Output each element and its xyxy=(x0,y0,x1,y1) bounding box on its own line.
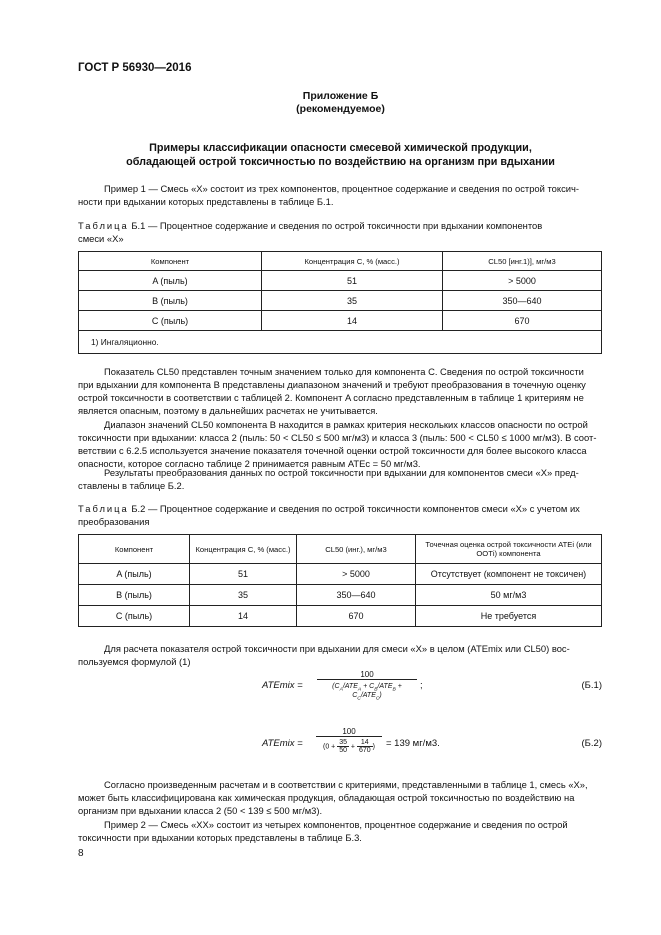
table-row xyxy=(79,291,602,311)
table-row xyxy=(79,606,602,627)
paragraph-5-line: организм при вдыхании класса 2 (50 < 139 ≤ 500 мг/м3). xyxy=(78,805,323,816)
formula-b1-lhs: ATEmix = xyxy=(262,680,303,691)
formula-b2-denominator: (0 + $\frac{35}{50}$ + $\frac{14}{670}$ ) xyxy=(322,739,375,754)
formula-b2-result: = 139 мг/м3. xyxy=(386,738,440,749)
heading-line-2: обладающей острой токсичностью по воздействию на организм при вдыхании xyxy=(126,156,555,168)
table-cell: B (пыль) xyxy=(79,585,190,606)
paragraph-1-line: является опасным, поэтому в дальнейших расчетах не учитывается. xyxy=(78,405,378,416)
table-2-header-ate: Точечная оценка острой токсичности ATEi (или ООТi) компонента xyxy=(416,535,602,564)
table-row xyxy=(79,271,602,291)
table-cell: 50 мг/м3 xyxy=(416,585,602,606)
paragraph-5 xyxy=(78,778,600,817)
page-number: 8 xyxy=(78,848,84,859)
paragraph-4-line: пользуемся формулой (1) xyxy=(78,656,191,667)
table-2-header-cl50: CL50 (инг.), мг/м3 xyxy=(297,535,416,564)
table-2-header-component: Компонент xyxy=(79,535,190,564)
table-cell: 670 xyxy=(297,606,416,627)
frac-num: 14 xyxy=(357,739,373,747)
table-cell: A (пыль) xyxy=(79,271,262,291)
annex-title: Приложение Б xyxy=(302,90,379,102)
table-cell: 14 xyxy=(262,311,443,331)
table-row xyxy=(79,564,602,585)
formula-b2-number: (Б.2) xyxy=(581,738,602,749)
table-cell: > 5000 xyxy=(297,564,416,585)
paragraph-1 xyxy=(78,365,600,417)
frac-den: 50 xyxy=(339,747,347,754)
table-1-caption xyxy=(78,219,600,245)
table-cell: 51 xyxy=(190,564,297,585)
paragraph-5-line: Согласно произведенным расчетам и в соответствии с критериями, представленными в таблице 1, смесь «X», xyxy=(104,779,588,790)
annex-kind: (рекомендуемое) xyxy=(296,103,385,115)
frac-num: 35 xyxy=(339,739,347,746)
table-cell: A (пыль) xyxy=(79,564,190,585)
paragraph-2 xyxy=(78,418,600,470)
table-cell: 35 xyxy=(190,585,297,606)
paragraph-2-line: ветствии с 6.2.5 используется значение показателя точечной оценки острой токсичности для более высокого класса xyxy=(78,445,587,456)
paragraph-3 xyxy=(78,466,600,492)
formula-b2 xyxy=(262,727,492,771)
table-1 xyxy=(78,251,602,354)
table-cell: 35 xyxy=(262,291,443,311)
example-2-line: Пример 2 — Смесь «XX» состоит из четырех компонентов, процентное содержание и сведения по острой xyxy=(104,819,568,830)
paragraph-4-line: Для расчета показателя острой токсичности при вдыхании для смеси «X» в целом (ATEmix или CL50) вос- xyxy=(104,643,570,654)
paragraph-1-line: острой токсичности в соответствии с таблицей 2. Компонент A согласно представленным в таблице 1 критериям не xyxy=(78,392,584,403)
example-1-line-1: Пример 1 — Смесь «X» состоит из трех компонентов, процентное содержание и сведения по острой токсич- xyxy=(104,183,580,194)
table-2 xyxy=(78,534,602,627)
formula-b2-numerator: 100 xyxy=(316,727,382,737)
formula-b1-numerator: 100 xyxy=(317,670,417,680)
paragraph-2-line: Диапазон значений CL50 компонента B находится в рамках критерия нескольких классов опасности по острой xyxy=(104,419,588,430)
table-1-footnote: 1) Ингаляционно. xyxy=(79,331,602,354)
table-cell: > 5000 xyxy=(443,271,602,291)
formula-b2-fraction xyxy=(316,727,382,754)
table-1-header-row xyxy=(79,252,602,271)
standard-header: ГОСТ Р 56930—2016 xyxy=(78,62,192,74)
table-cell: 51 xyxy=(262,271,443,291)
formula-b1 xyxy=(262,670,462,720)
table-row xyxy=(79,311,602,331)
table-2-caption-line-1: Б.2 — Процентное содержание и сведения по острой токсичности компонентов смеси «X» с учетом их xyxy=(128,503,580,514)
table-row xyxy=(79,585,602,606)
table-cell: C (пыль) xyxy=(79,311,262,331)
table-2-caption xyxy=(78,502,600,528)
table-1-caption-line-1: Б.1 — Процентное содержание и сведения по острой токсичности при вдыхании компонентов xyxy=(128,220,543,231)
table-2-caption-label: Таблица xyxy=(78,503,129,514)
table-cell: 350—640 xyxy=(443,291,602,311)
table-cell: Не требуется xyxy=(416,606,602,627)
table-1-header-cl50: CL50 [инг.1)], мг/м3 xyxy=(443,252,602,271)
table-1-footnote-row xyxy=(79,331,602,354)
table-1-caption-line-2: смеси «X» xyxy=(78,233,124,244)
example-2-line: токсичности при вдыхании которых представлены в таблице Б.3. xyxy=(78,832,362,843)
example-2 xyxy=(78,818,600,844)
formula-b1-punct: ; xyxy=(420,680,423,691)
table-1-header-concentration: Концентрация C, % (масс.) xyxy=(262,252,443,271)
formula-b2-lhs: ATEmix = xyxy=(262,738,303,749)
frac-den: 670 xyxy=(358,747,371,754)
table-cell: 350—640 xyxy=(297,585,416,606)
table-cell: 14 xyxy=(190,606,297,627)
table-1-caption-label: Таблица xyxy=(78,220,129,231)
formula-b1-denominator: $(C_A/ATE_A + C_B/ATE_B + C_C/ATE_C)$ xyxy=(332,683,402,702)
paragraph-1-line: Показатель CL50 представлен точным значением только для компонента C. Сведения по острой токсичности xyxy=(104,366,584,377)
heading-line-1: Примеры классификации опасности смесевой химической продукции, xyxy=(149,142,532,154)
paragraph-3-line: ставлены в таблице Б.2. xyxy=(78,480,185,491)
paragraph-5-line: может быть классифицирована как химическая продукция, обладающая острой токсичностью по воздействию на xyxy=(78,792,575,803)
table-2-caption-line-2: преобразования xyxy=(78,516,150,527)
table-cell: B (пыль) xyxy=(79,291,262,311)
paragraph-4 xyxy=(78,642,600,668)
table-cell: Отсутствует (компонент не токсичен) xyxy=(416,564,602,585)
table-2-header-row xyxy=(79,535,602,564)
paragraph-2-line: токсичности при вдыхании: класса 2 (пыль: 50 < CL50 ≤ 500 мг/м3) и класса 3 (пыль: 500 < CL50 ≤ 1000 мг/м3). В соот- xyxy=(78,432,597,443)
example-1-line-2: ности при вдыхании которых представлены в таблице Б.1. xyxy=(78,196,334,207)
paragraph-3-line: Результаты преобразования данных по острой токсичности при вдыхании для компонентов смеси «X» пред- xyxy=(104,467,579,478)
table-cell: 670 xyxy=(443,311,602,331)
table-cell: C (пыль) xyxy=(79,606,190,627)
table-2-header-concentration: Концентрация C, % (масс.) xyxy=(190,535,297,564)
table-1-header-component: Компонент xyxy=(79,252,262,271)
formula-b1-fraction xyxy=(317,670,417,702)
formula-b1-number: (Б.1) xyxy=(581,680,602,691)
paragraph-1-line: при вдыхании для компонента B представлены диапазоном значений и требуют преобразования в точечную оценку xyxy=(78,379,586,390)
paragraph-2-line: опасности, которое согласно таблице 2 принимается равным ATEc = 50 мг/м3. xyxy=(78,458,421,469)
example-1 xyxy=(78,182,600,208)
